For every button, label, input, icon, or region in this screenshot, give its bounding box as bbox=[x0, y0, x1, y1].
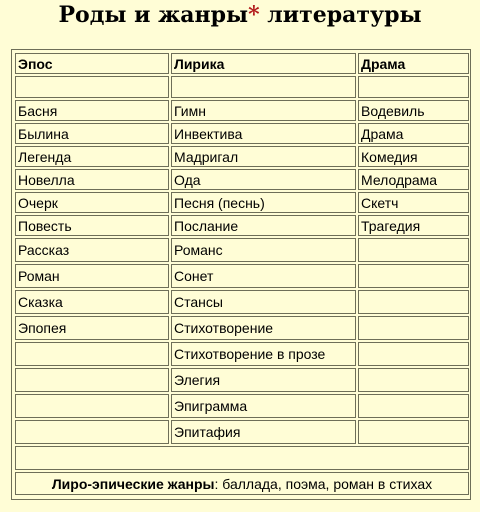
table-cell: Гимн bbox=[171, 100, 356, 121]
table-cell: Скетч bbox=[358, 192, 469, 213]
title-asterisk: * bbox=[248, 2, 260, 28]
table-cell: Новелла bbox=[15, 169, 169, 190]
table-row bbox=[15, 394, 469, 418]
table-cell: Сонет bbox=[171, 264, 356, 288]
table-cell: Рассказ bbox=[15, 238, 169, 262]
table-row bbox=[15, 420, 469, 444]
table-cell: Романс bbox=[171, 238, 356, 262]
table-row bbox=[15, 316, 469, 340]
table-cell: Инвектива bbox=[171, 123, 356, 144]
table-cell bbox=[15, 394, 169, 418]
header-row bbox=[15, 53, 469, 74]
table-row bbox=[15, 342, 469, 366]
table-cell bbox=[171, 76, 356, 98]
table-cell bbox=[358, 264, 469, 288]
table-row bbox=[15, 123, 469, 144]
table-cell bbox=[358, 342, 469, 366]
page-title bbox=[0, 0, 480, 38]
lyro-epic-note bbox=[15, 472, 469, 495]
table-cell: Водевиль bbox=[358, 100, 469, 121]
table-cell: Стихотворение в прозе bbox=[171, 342, 356, 366]
genres-table bbox=[13, 51, 471, 497]
table-cell bbox=[15, 342, 169, 366]
table-cell: Мадригал bbox=[171, 146, 356, 167]
column-header-lirika: Лирика bbox=[171, 53, 356, 74]
table-cell: Роман bbox=[15, 264, 169, 288]
table-cell bbox=[15, 446, 469, 470]
spacer-row bbox=[15, 76, 469, 98]
spacer-row bbox=[15, 446, 469, 470]
table-cell: Повесть bbox=[15, 215, 169, 236]
table-cell: Мелодрама bbox=[358, 169, 469, 190]
table-cell: Эпитафия bbox=[171, 420, 356, 444]
table-cell bbox=[15, 368, 169, 392]
table-row bbox=[15, 290, 469, 314]
table-cell: Послание bbox=[171, 215, 356, 236]
table-cell: Эпиграмма bbox=[171, 394, 356, 418]
table-cell: Песня (песнь) bbox=[171, 192, 356, 213]
table-row bbox=[15, 192, 469, 213]
table-row bbox=[15, 146, 469, 167]
table-row bbox=[15, 100, 469, 121]
table-cell bbox=[358, 368, 469, 392]
table-cell bbox=[15, 420, 169, 444]
column-header-drama: Драма bbox=[358, 53, 469, 74]
table-cell: Сказка bbox=[15, 290, 169, 314]
table-cell bbox=[358, 76, 469, 98]
table-cell: Ода bbox=[171, 169, 356, 190]
table-cell: Эпопея bbox=[15, 316, 169, 340]
table-row bbox=[15, 169, 469, 190]
column-header-epos: Эпос bbox=[15, 53, 169, 74]
table-row bbox=[15, 368, 469, 392]
table-row bbox=[15, 238, 469, 262]
lyro-epic-label: Лиро-эпические жанры bbox=[51, 475, 215, 492]
table-cell: Легенда bbox=[15, 146, 169, 167]
table-cell: Басня bbox=[15, 100, 169, 121]
table-cell bbox=[358, 316, 469, 340]
table-cell bbox=[358, 394, 469, 418]
title-main: Роды и жанры bbox=[58, 2, 249, 28]
table-cell: Элегия bbox=[171, 368, 356, 392]
lyro-epic-list: : баллада, поэма, роман в стихах bbox=[214, 475, 433, 492]
table-cell bbox=[358, 420, 469, 444]
table-cell bbox=[358, 238, 469, 262]
table-cell bbox=[358, 290, 469, 314]
table-row bbox=[15, 264, 469, 288]
table-cell: Комедия bbox=[358, 146, 469, 167]
footer-row bbox=[15, 472, 469, 495]
table-cell: Драма bbox=[358, 123, 469, 144]
table-cell: Стансы bbox=[171, 290, 356, 314]
table-cell: Стихотворение bbox=[171, 316, 356, 340]
table-cell: Былина bbox=[15, 123, 169, 144]
table-cell: Очерк bbox=[15, 192, 169, 213]
table-cell bbox=[15, 76, 169, 98]
table-row bbox=[15, 215, 469, 236]
title-rest: литературы bbox=[259, 2, 422, 28]
table-cell: Трагедия bbox=[358, 215, 469, 236]
